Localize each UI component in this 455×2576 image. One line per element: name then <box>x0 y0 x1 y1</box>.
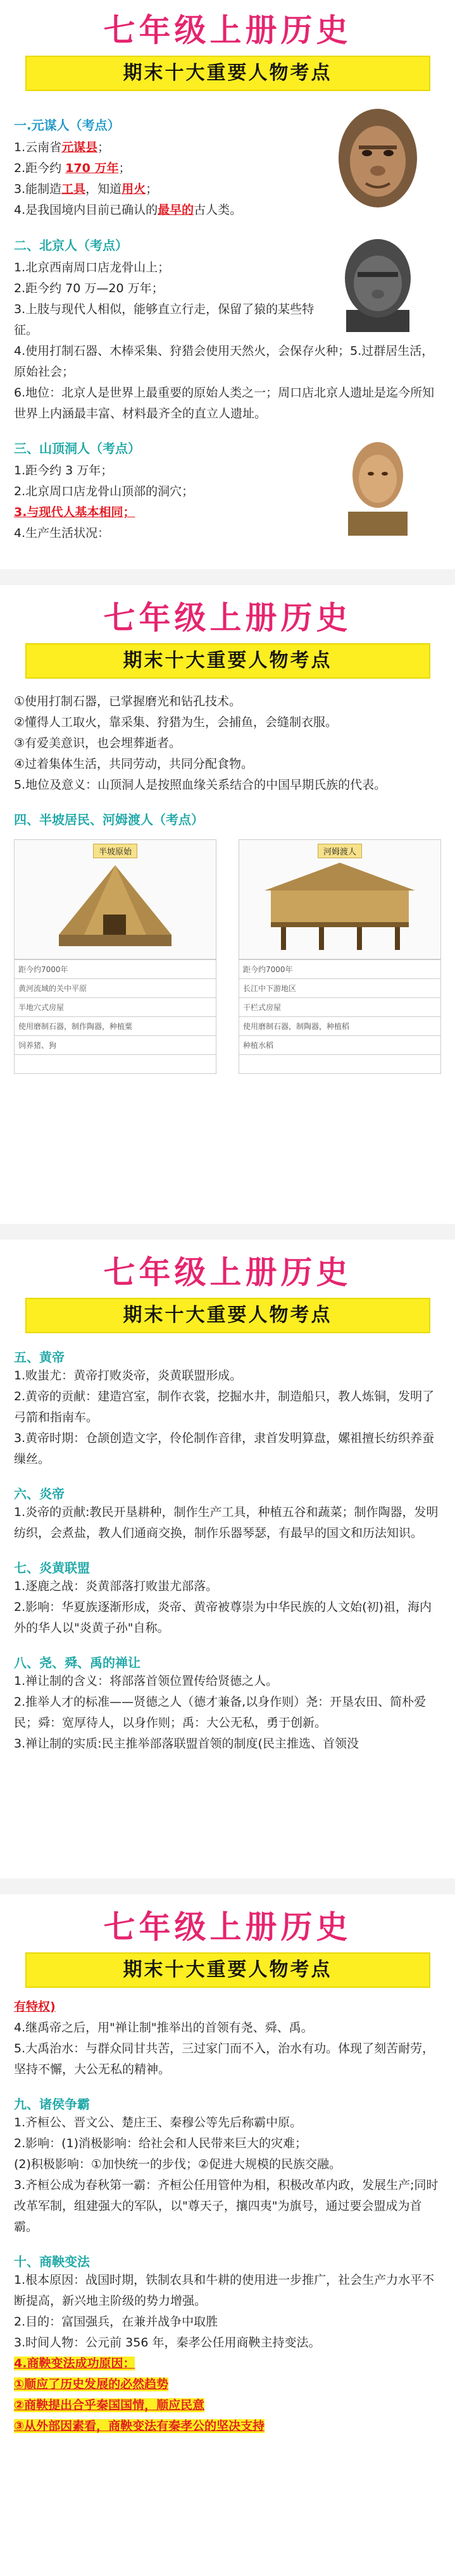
list-item: 4.是我国境内目前已确认的最早的古人类。 <box>14 203 242 217</box>
table-cell: 长江中下游地区 <box>239 978 440 997</box>
list-item: 4.商鞅变法成功原因： <box>14 2357 135 2370</box>
banpo-table <box>14 959 216 1074</box>
list-item: 1.根本原因：战国时期，铁制农具和牛耕的使用进一步推广，社会生产力水平不断提高，新兴地主阶级的势力增强。 <box>14 2273 435 2308</box>
section-title: 八、尧、舜、禹的禅让 <box>14 1655 140 1670</box>
table-cell: 距今约7000年 <box>15 959 216 978</box>
section-title: 六、炎帝 <box>14 1486 65 1501</box>
list-item: 6.地位：北京人是世界上最重要的原始人类之一；周口店北京人遗址是迄今所知世界上内涵最丰富、材料最齐全的直立人遗址。 <box>14 386 435 421</box>
list-item: 3.齐桓公成为春秋第一霸：齐桓公任用管仲为相，积极改革内政，发展生产;同时改革军制，组建强大的军队，以"尊天子，攘四夷"为旗号，通过要会盟成为首霸。 <box>14 2178 439 2234</box>
list-item: 3.与现代人基本相同； <box>14 505 135 519</box>
list-item: 5.地位及意义：山顶洞人是按照血缘关系结合的中国早期氏族的代表。 <box>14 778 387 792</box>
list-item: 2.影响：华夏族逐渐形成，炎帝、黄帝被尊崇为中华民族的人文始(初)祖，海内外的华人以"炎黄子孙"自称。 <box>14 1600 432 1635</box>
section-peking-man <box>14 221 441 341</box>
table-cell: 使用磨制石器，制陶器，种植稻 <box>239 1016 440 1035</box>
list-item: 有特权) <box>14 2000 56 2014</box>
list-item: 2.距今约 70 万—20 万年； <box>14 281 164 295</box>
house-label: 河姆渡人 <box>318 844 362 858</box>
section-title: 十、商鞅变法 <box>14 2254 90 2269</box>
list-item: 4.使用打制石器、木棒采集、狩猎会使用天然火，会保存火种；5.过群居生活，原始社会； <box>14 344 434 379</box>
list-item: 2.目的：富国强兵，在兼并战争中取胜 <box>14 2315 218 2329</box>
upper-cave-bust-image <box>315 424 441 544</box>
list-item: ①顺应了历史发展的必然趋势 <box>14 2377 169 2391</box>
houses-comparison <box>14 839 441 1074</box>
list-item: 1.禅让制的含义：将部落首领位置传给贤德之人。 <box>14 1674 278 1688</box>
list-item: 1.炎帝的贡献:教民开垦耕种，制作生产工具，种植五谷和蔬菜；制作陶器，发明纺织，会煮盐，教人们通商交换，制作乐器琴瑟，有最早的国文和历法知识。 <box>14 1505 439 1540</box>
list-item: 1.云南省元谋县； <box>14 140 110 154</box>
list-item: ②商鞅提出合乎秦国国情，顺应民意 <box>14 2398 205 2412</box>
banner-title: 期末十大重要人物考点 <box>25 1298 430 1333</box>
card-title: 七年级上册历史 <box>103 1909 352 1945</box>
list-item: 3.能制造工具，知道用火； <box>14 182 158 196</box>
table-cell: 种植水稻 <box>239 1035 440 1054</box>
list-item: 1.逐鹿之战：炎黄部落打败蚩尤部落。 <box>14 1579 218 1593</box>
banpo-house-panel <box>14 839 216 1074</box>
table-cell: 干栏式房屋 <box>239 997 440 1016</box>
list-item: 1.败蚩尤：黄帝打败炎帝，炎黄联盟形成。 <box>14 1369 242 1383</box>
peking-man-bust-image <box>315 221 441 341</box>
list-item: 3.黄帝时期：仓颉创造文字，伶伦制作音律，隶首发明算盘，嫘祖擅长纺织养蚕缫丝。 <box>14 1431 435 1466</box>
list-item: 1.北京西南周口店龙骨山上； <box>14 261 170 274</box>
hemudu-table <box>239 959 441 1074</box>
section-title: 五、黄帝 <box>14 1350 65 1365</box>
list-item: 3.上肢与现代人相似，能够直立行走，保留了猿的某些特征。 <box>14 302 315 337</box>
table-cell: 黄河流域的关中平原 <box>15 978 216 997</box>
card-4 <box>0 1894 455 2576</box>
table-cell: 距今约7000年 <box>239 959 440 978</box>
section-title: 一.元谋人（考点） <box>14 118 120 133</box>
list-item: 5.大禹治水：与群众同甘共苦，三过家门而不入，治水有功。体现了刻苦耐劳，坚持不懈，大公无私的精神。 <box>14 2042 435 2076</box>
section-title: 七、炎黄联盟 <box>14 1560 90 1575</box>
section-yuanmou <box>14 101 441 221</box>
list-item: 2.黄帝的贡献：建造宫室，制作衣裳，挖掘水井，制造船只，教人炼铜，发明了弓箭和指南车。 <box>14 1390 435 1424</box>
section-title: 三、山顶洞人（考点） <box>14 441 140 456</box>
card-title: 七年级上册历史 <box>103 12 352 49</box>
house-label: 半坡原始 <box>93 844 137 858</box>
banner-title: 期末十大重要人物考点 <box>25 643 430 679</box>
list-item: ②懂得人工取火，靠采集、狩猎为生，会捕鱼，会缝制衣服。 <box>14 715 338 729</box>
section-title: 九、诸侯争霸 <box>14 2097 90 2112</box>
card-title: 七年级上册历史 <box>103 1254 352 1291</box>
list-item: 2.距今约 170 万年； <box>14 161 131 175</box>
list-item: 2.北京周口店龙骨山顶部的洞穴； <box>14 484 194 498</box>
banner-title: 期末十大重要人物考点 <box>25 1952 430 1988</box>
card-1 <box>0 0 455 569</box>
table-cell: 饲养猪、狗 <box>15 1035 216 1054</box>
list-item: 3.禅让制的实质:民主推举部落联盟首领的制度(民主推选、首领没 <box>14 1737 359 1751</box>
banner-title: 期末十大重要人物考点 <box>25 56 430 91</box>
list-item: ①使用打制石器，已掌握磨光和钻孔技术。 <box>14 694 242 708</box>
card-title: 七年级上册历史 <box>103 600 352 636</box>
list-item: 1.距今约 3 万年； <box>14 464 113 478</box>
table-cell: 半地穴式房屋 <box>15 997 216 1016</box>
list-item: ③从外部因素看，商鞅变法有秦孝公的坚决支持 <box>14 2419 265 2433</box>
list-item: ③有爱美意识，也会埋葬逝者。 <box>14 736 182 750</box>
list-item: 2.推举人才的标准——贤德之人（德才兼备,以身作则）尧：开垦农田、简朴爱民；舜：宽厚待人，以身作则；禹：大公无私，勇于创新。 <box>14 1695 427 1730</box>
list-item: 4.继禹帝之后，用"禅让制"推举出的首领有尧、舜、禹。 <box>14 2021 313 2035</box>
list-item: 4.生产生活状况： <box>14 526 110 540</box>
card-3 <box>0 1240 455 1878</box>
section-title: 四、半坡居民、河姆渡人（考点） <box>14 812 204 827</box>
section-title: 二、北京人（考点） <box>14 238 128 253</box>
list-item: ④过着集体生活，共同劳动，共同分配食物。 <box>14 757 254 771</box>
section-upper-cave <box>14 424 441 544</box>
card-2 <box>0 585 455 1224</box>
hemudu-house-panel <box>239 839 441 1074</box>
table-cell <box>15 1054 216 1073</box>
table-cell <box>239 1054 440 1073</box>
table-cell: 使用磨制石器，制作陶器，种植粟 <box>15 1016 216 1035</box>
list-item: 1.齐桓公、晋文公、楚庄王、秦穆公等先后称霸中原。 <box>14 2116 302 2129</box>
list-item: (2)积极影响：①加快统一的步伐；②促进大规模的民族交融。 <box>14 2157 341 2171</box>
list-item: 3.时间人物：公元前 356 年，秦孝公任用商鞅主持变法。 <box>14 2336 321 2350</box>
list-item: 2.影响：(1)消极影响：给社会和人民带来巨大的灾难； <box>14 2136 308 2150</box>
yuanmou-portrait-image <box>315 101 441 221</box>
